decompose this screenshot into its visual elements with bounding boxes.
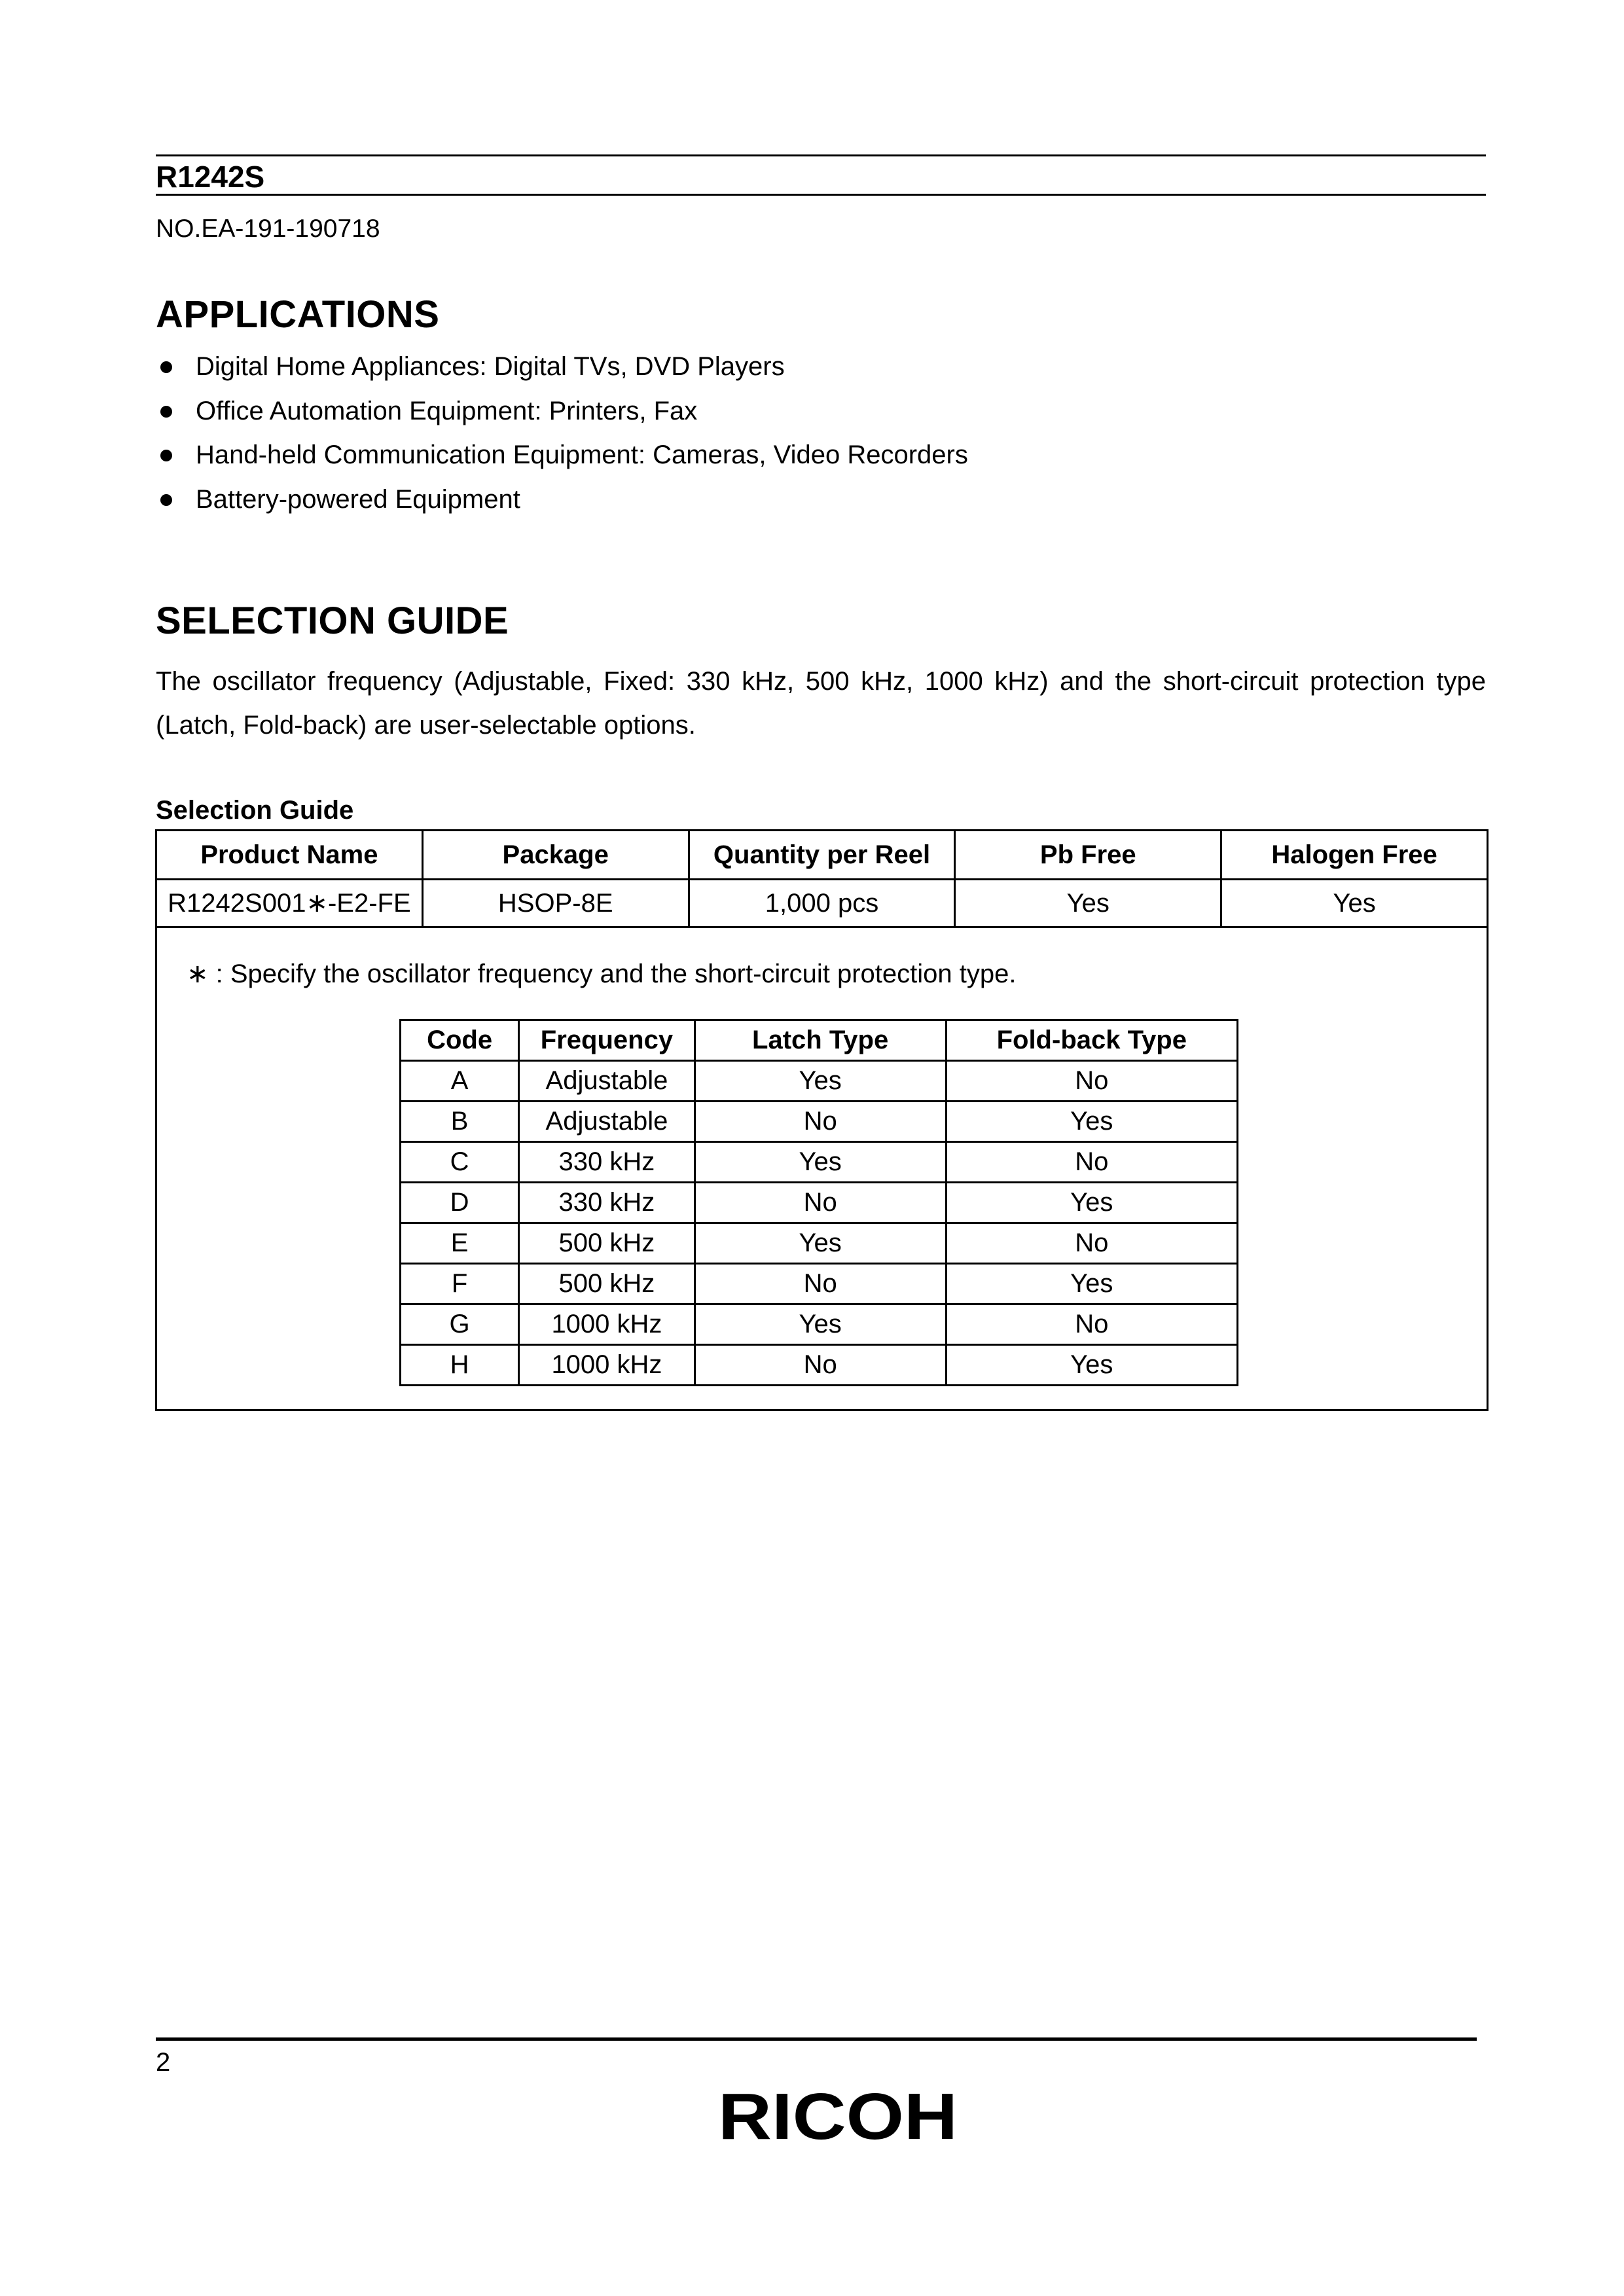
table-cell: Yes xyxy=(695,1061,946,1102)
table-cell: 330 kHz xyxy=(519,1183,695,1223)
table-cell: 1,000 pcs xyxy=(689,880,955,927)
table-cell: Adjustable xyxy=(519,1102,695,1142)
column-header: Frequency xyxy=(519,1020,695,1061)
column-header: Halogen Free xyxy=(1221,831,1488,880)
table-cell: Yes xyxy=(946,1183,1237,1223)
table-cell: 500 kHz xyxy=(519,1223,695,1264)
table-cell: R1242S001∗-E2-FE xyxy=(156,880,423,927)
table-cell: Yes xyxy=(946,1102,1237,1142)
header-bottom-rule xyxy=(156,194,1486,196)
column-header: Product Name xyxy=(156,831,423,880)
table-row xyxy=(156,880,1488,927)
selection-guide-description: The oscillator frequency (Adjustable, Fixed: 330 kHz, 500 kHz, 1000 kHz) and the short-circuit protection type (Latch, Fold-back) are user-selectable options. xyxy=(156,667,1486,740)
selection-guide-heading: SELECTION GUIDE xyxy=(156,600,509,642)
table-cell: No xyxy=(695,1264,946,1304)
table-cell: 1000 kHz xyxy=(519,1304,695,1345)
table-row xyxy=(401,1142,1238,1183)
table-cell: No xyxy=(695,1183,946,1223)
table-cell: Yes xyxy=(695,1142,946,1183)
part-number: R1242S xyxy=(156,160,265,194)
list-item xyxy=(156,433,968,478)
applications-heading: APPLICATIONS xyxy=(156,293,440,336)
logo-text: RICOH xyxy=(718,2088,958,2147)
bullet-icon xyxy=(160,494,172,506)
table-cell: 500 kHz xyxy=(519,1264,695,1304)
footer-rule xyxy=(156,2037,1477,2041)
table-cell: HSOP-8E xyxy=(422,880,689,927)
table-cell: 1000 kHz xyxy=(519,1345,695,1386)
applications-list xyxy=(156,345,968,522)
table-cell: No xyxy=(946,1223,1237,1264)
column-header: Quantity per Reel xyxy=(689,831,955,880)
column-header: Latch Type xyxy=(695,1020,946,1061)
ricoh-logo xyxy=(716,2088,960,2147)
table-cell: Yes xyxy=(695,1223,946,1264)
bullet-icon xyxy=(160,450,172,461)
table-cell: F xyxy=(401,1264,519,1304)
page-number: 2 xyxy=(156,2048,171,2077)
column-header: Fold-back Type xyxy=(946,1020,1237,1061)
table-caption: Selection Guide xyxy=(156,796,354,825)
bullet-icon xyxy=(160,406,172,418)
table-row xyxy=(401,1223,1238,1264)
column-header: Pb Free xyxy=(955,831,1221,880)
table-cell: G xyxy=(401,1304,519,1345)
list-item xyxy=(156,478,968,522)
table-header-row xyxy=(401,1020,1238,1061)
table-cell: B xyxy=(401,1102,519,1142)
table-cell: Adjustable xyxy=(519,1061,695,1102)
table-row xyxy=(401,1183,1238,1223)
table-cell: D xyxy=(401,1183,519,1223)
table-row xyxy=(401,1345,1238,1386)
table-cell: Yes xyxy=(946,1264,1237,1304)
table-row xyxy=(401,1102,1238,1142)
table-cell: E xyxy=(401,1223,519,1264)
table-cell: H xyxy=(401,1345,519,1386)
table-cell: Yes xyxy=(695,1304,946,1345)
table-cell: No xyxy=(695,1345,946,1386)
table-cell: Yes xyxy=(955,880,1221,927)
application-text: Digital Home Appliances: Digital TVs, DVD Players xyxy=(196,352,785,381)
table-cell: A xyxy=(401,1061,519,1102)
footnote: ∗ : Specify the oscillator frequency and the short-circuit protection type. xyxy=(187,960,1017,988)
list-item xyxy=(156,345,968,389)
code-table xyxy=(399,1019,1238,1386)
application-text: Battery-powered Equipment xyxy=(196,484,520,514)
table-cell: C xyxy=(401,1142,519,1183)
application-text: Hand-held Communication Equipment: Cameras, Video Recorders xyxy=(196,440,968,469)
bullet-icon xyxy=(160,361,172,373)
application-text: Office Automation Equipment: Printers, Fax xyxy=(196,396,698,425)
table-cell: Yes xyxy=(1221,880,1488,927)
header-top-rule xyxy=(156,154,1486,156)
table-row xyxy=(401,1061,1238,1102)
table-cell: Yes xyxy=(946,1345,1237,1386)
table-cell: No xyxy=(946,1304,1237,1345)
list-item xyxy=(156,389,968,434)
column-header: Code xyxy=(401,1020,519,1061)
table-cell: No xyxy=(695,1102,946,1142)
table-cell: No xyxy=(946,1142,1237,1183)
table-header-row xyxy=(156,831,1488,880)
table-cell: 330 kHz xyxy=(519,1142,695,1183)
table-cell: No xyxy=(946,1061,1237,1102)
table-row xyxy=(401,1304,1238,1345)
table-row xyxy=(401,1264,1238,1304)
column-header: Package xyxy=(422,831,689,880)
doc-number: NO.EA-191-190718 xyxy=(156,215,380,243)
selection-guide-table xyxy=(155,829,1489,928)
